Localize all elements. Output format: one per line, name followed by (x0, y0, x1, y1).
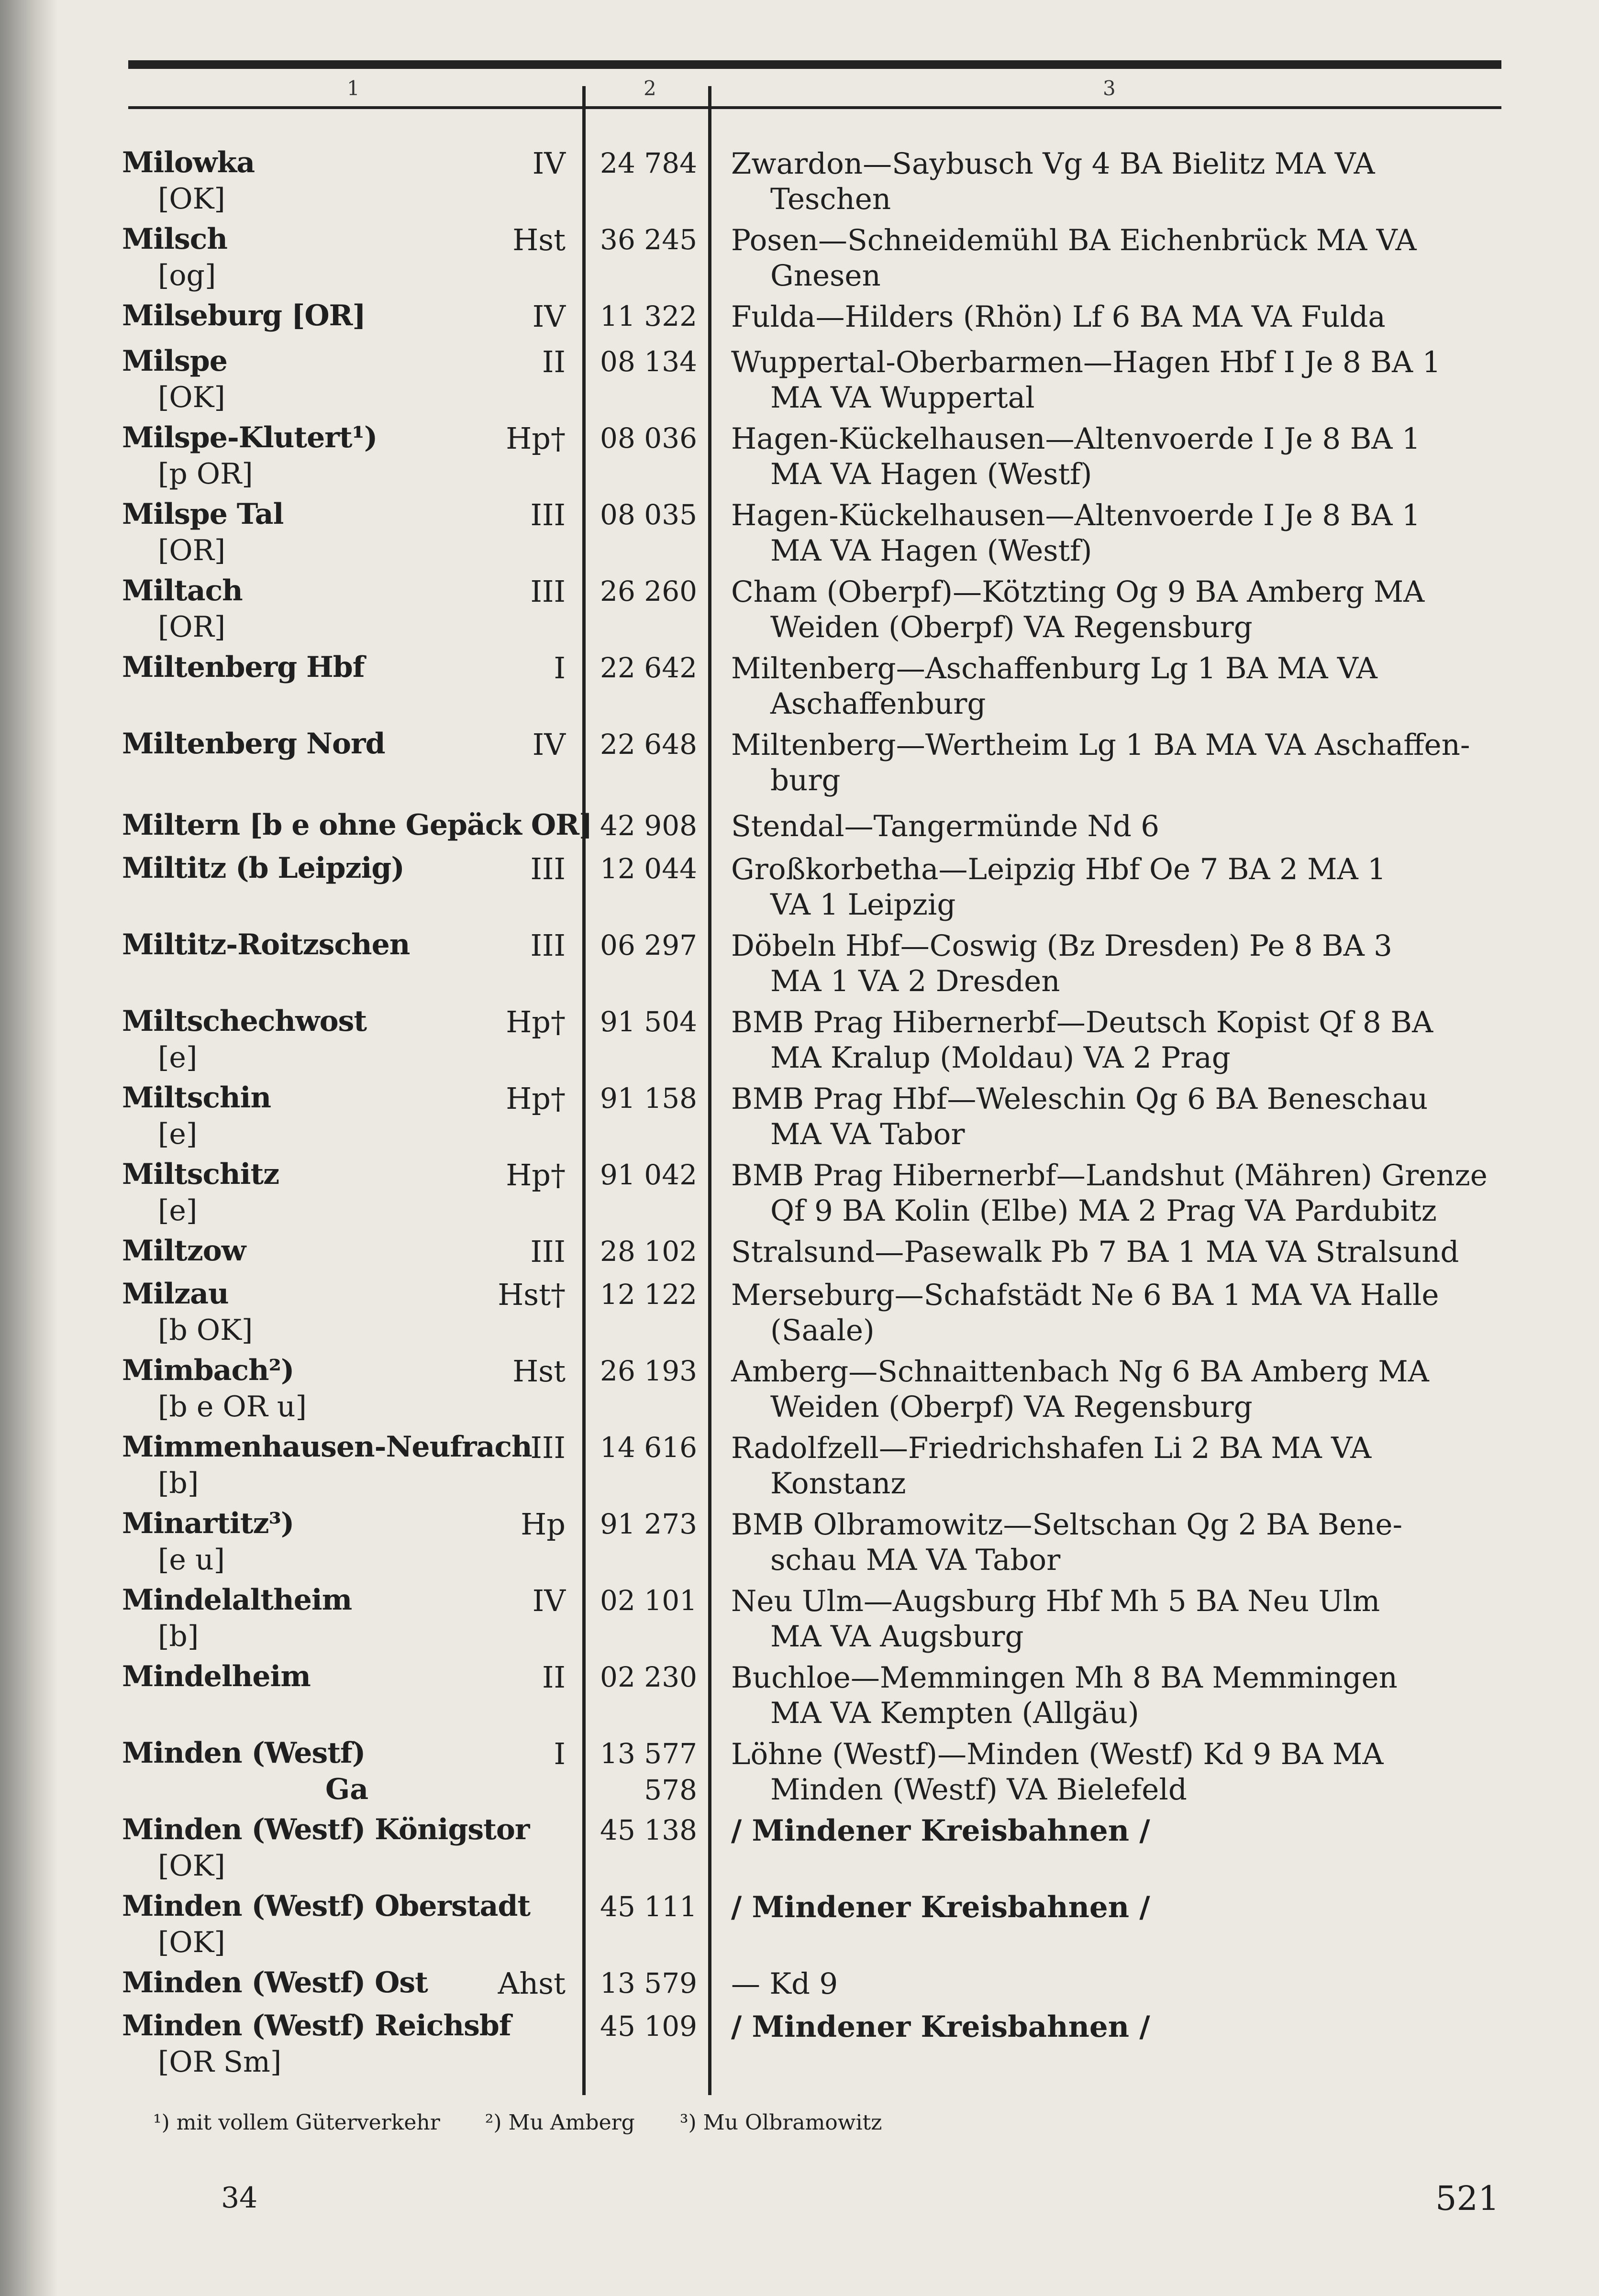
station-class: I (554, 651, 566, 685)
route-description: / Mindener Kreisbahnen / (731, 2010, 1150, 2044)
station-subinfo: [p OR] (158, 457, 253, 491)
page-number: 521 (1435, 2179, 1499, 2218)
station-subinfo: [e] (158, 1041, 198, 1074)
top-rule (128, 60, 1501, 69)
station-class: Hp† (506, 1081, 566, 1116)
station-subinfo: [og] (158, 259, 216, 292)
station-subinfo: Ga (325, 1773, 369, 1806)
station-class: Ahst (498, 1966, 566, 2001)
route-description-continued: MA 1 VA 2 Dresden (770, 964, 1060, 998)
station-name: Minden (Westf) Königstor (122, 1813, 530, 1846)
route-description: Buchloe—Memmingen Mh 8 BA Memmingen (731, 1661, 1398, 1695)
station-number: 02 101 (600, 1584, 697, 1617)
route-description: Neu Ulm—Augsburg Hbf Mh 5 BA Neu Ulm (731, 1584, 1380, 1618)
route-description: Cham (Oberpf)—Kötzting Og 9 BA Amberg MA (731, 575, 1425, 609)
route-description: Großkorbetha—Leipzig Hbf Oe 7 BA 2 MA 1 (731, 852, 1386, 886)
route-description-continued: MA Kralup (Moldau) VA 2 Prag (770, 1041, 1231, 1075)
station-number: 28 102 (600, 1235, 697, 1268)
station-name: Minden (Westf) Oberstadt (122, 1889, 531, 1923)
route-description: Merseburg—Schafstädt Ne 6 BA 1 MA VA Halle (731, 1278, 1439, 1312)
route-description-continued: MA VA Augsburg (770, 1620, 1024, 1654)
station-number: 91 042 (600, 1159, 697, 1191)
route-description-continued: Minden (Westf) VA Bielefeld (770, 1773, 1187, 1807)
station-name: Miltach (122, 574, 243, 607)
station-class: Hst (512, 222, 566, 257)
footnote-1: ¹) mit vollem Güterverkehr (153, 2110, 440, 2135)
route-description: Miltenberg—Aschaffenburg Lg 1 BA MA VA (731, 651, 1377, 685)
route-description: Zwardon—Saybusch Vg 4 BA Bielitz MA VA (731, 147, 1375, 181)
station-number: 11 322 (600, 300, 697, 332)
station-subinfo: [b e OR u] (158, 1390, 307, 1424)
station-class: Hp (521, 1507, 566, 1542)
station-class: III (530, 928, 566, 963)
station-number: 06 297 (600, 929, 697, 961)
route-description: BMB Prag Hbf—Weleschin Qg 6 BA Beneschau (731, 1082, 1428, 1116)
station-number: 22 648 (600, 728, 697, 761)
route-description-continued: MA VA Hagen (Westf) (770, 534, 1092, 568)
route-description: Stendal—Tangermünde Nd 6 (731, 809, 1160, 843)
station-name: Minden (Westf) Reichsbf (122, 2009, 511, 2042)
route-description: Wuppertal-Oberbarmen—Hagen Hbf I Je 8 BA 1 (731, 345, 1441, 379)
station-number: 12 044 (600, 852, 697, 885)
station-subinfo: [OK] (158, 182, 225, 216)
station-number: 02 230 (600, 1661, 697, 1693)
station-subinfo: [OR Sm] (158, 2045, 282, 2079)
station-class: III (530, 1430, 566, 1465)
station-subinfo: [e] (158, 1117, 198, 1151)
signature-number: 34 (221, 2181, 258, 2215)
station-name: Milowka (122, 146, 255, 179)
station-subinfo: [b] (158, 1467, 199, 1500)
column-header-3: 3 (1103, 77, 1116, 100)
route-description: Amberg—Schnaittenbach Ng 6 BA Amberg MA (731, 1355, 1429, 1389)
station-number: 08 036 (600, 422, 697, 454)
route-description: Miltenberg—Wertheim Lg 1 BA MA VA Aschaffen- (731, 728, 1470, 762)
station-class: II (542, 344, 566, 379)
station-subinfo: [OR] (158, 534, 226, 567)
header-rule (128, 106, 1501, 109)
station-name: Miltzow (122, 1234, 246, 1268)
route-description-continued: Qf 9 BA Kolin (Elbe) MA 2 Prag VA Pardubitz (770, 1194, 1437, 1228)
station-subinfo: [OK] (158, 1849, 225, 1883)
station-number: 91 158 (600, 1082, 697, 1115)
route-description: Fulda—Hilders (Rhön) Lf 6 BA MA VA Fulda (731, 300, 1386, 334)
station-subinfo: [OK] (158, 1926, 225, 1959)
route-description-continued: MA VA Tabor (770, 1117, 965, 1151)
route-description-continued: burg (770, 763, 841, 797)
route-description-continued: Aschaffenburg (770, 687, 986, 721)
station-name: Mimmenhausen-Neufrach (122, 1430, 532, 1464)
route-description: Radolfzell—Friedrichshafen Li 2 BA MA VA (731, 1431, 1372, 1465)
station-number: 22 642 (600, 651, 697, 684)
station-name: Mindelheim (122, 1660, 311, 1693)
station-number: 12 122 (600, 1278, 697, 1311)
station-name: Milspe Tal (122, 497, 284, 531)
station-class: Hp† (506, 1158, 566, 1192)
route-description-continued: Gnesen (770, 259, 881, 293)
station-class: Hp† (506, 1004, 566, 1039)
route-description: BMB Olbramowitz—Seltschan Qg 2 BA Bene- (731, 1508, 1403, 1542)
station-class: Hst (512, 1354, 566, 1389)
station-name: Miltschin (122, 1081, 271, 1115)
station-name: Milspe (122, 344, 227, 378)
column-header-2: 2 (644, 77, 656, 100)
station-number: 91 504 (600, 1005, 697, 1038)
route-description-continued: MA VA Wuppertal (770, 381, 1035, 415)
station-number: 08 035 (600, 498, 697, 531)
station-class: II (542, 1660, 566, 1695)
station-name: Miltern [b e ohne Gepäck OR] (122, 808, 592, 842)
station-name: Miltschitz (122, 1158, 279, 1191)
column-divider-1 (582, 86, 586, 2095)
station-class: IV (532, 299, 566, 334)
station-subinfo: [OR] (158, 610, 226, 644)
station-class: III (530, 574, 566, 609)
route-description: Hagen-Kückelhausen—Altenvoerde I Je 8 BA 1 (731, 422, 1421, 456)
station-number: 26 260 (600, 575, 697, 607)
station-number-secondary: 578 (644, 1774, 697, 1806)
station-class: Hp† (506, 421, 566, 456)
route-description-continued: schau MA VA Tabor (770, 1543, 1061, 1577)
station-number: 42 908 (600, 809, 697, 842)
station-name: Milsch (122, 222, 227, 256)
route-description: BMB Prag Hibernerbf—Deutsch Kopist Qf 8 BA (731, 1005, 1433, 1039)
column-header-1: 1 (347, 77, 360, 100)
route-description-continued: Weiden (Oberpf) VA Regensburg (770, 1390, 1253, 1424)
station-name: Miltschechwost (122, 1004, 367, 1038)
station-subinfo: [e u] (158, 1543, 225, 1577)
station-subinfo: [e] (158, 1194, 198, 1227)
station-number: 45 111 (600, 1890, 697, 1923)
footnote-3: ³) Mu Olbramowitz (679, 2110, 882, 2135)
route-description: / Mindener Kreisbahnen / (731, 1814, 1150, 1848)
route-description: Hagen-Kückelhausen—Altenvoerde I Je 8 BA 1 (731, 498, 1421, 532)
station-name: Mindelaltheim (122, 1583, 352, 1617)
station-name: Miltitz (b Leipzig) (122, 851, 404, 885)
station-name: Miltitz-Roitzschen (122, 928, 410, 961)
station-name: Miltenberg Nord (122, 727, 385, 761)
station-class: IV (532, 727, 566, 762)
station-class: IV (532, 146, 566, 181)
route-description-continued: Konstanz (770, 1467, 906, 1501)
route-description: Löhne (Westf)—Minden (Westf) Kd 9 BA MA (731, 1737, 1384, 1771)
route-description-continued: (Saale) (770, 1314, 875, 1347)
route-description: / Mindener Kreisbahnen / (731, 1890, 1150, 1924)
station-class: III (530, 1234, 566, 1269)
route-description: — Kd 9 (731, 1967, 838, 2001)
station-name: Minden (Westf) Ost (122, 1966, 428, 1999)
station-number: 08 134 (600, 345, 697, 378)
station-subinfo: [b OK] (158, 1314, 253, 1347)
footnotes (153, 2110, 920, 2135)
station-subinfo: [b] (158, 1620, 199, 1653)
station-class: III (530, 851, 566, 886)
route-description: Stralsund—Pasewalk Pb 7 BA 1 MA VA Stralsund (731, 1235, 1459, 1269)
page-edge-shadow (0, 0, 57, 2296)
station-name: Milseburg [OR] (122, 299, 366, 332)
route-description-continued: MA VA Kempten (Allgäu) (770, 1696, 1139, 1730)
station-name: Milzau (122, 1277, 229, 1311)
station-name: Minartitz³) (122, 1507, 294, 1540)
column-divider-2 (708, 86, 711, 2095)
route-description: BMB Prag Hibernerbf—Landshut (Mähren) Grenze (731, 1159, 1488, 1192)
station-subinfo: [OK] (158, 381, 225, 414)
route-description-continued: VA 1 Leipzig (770, 888, 956, 922)
station-class: IV (532, 1583, 566, 1618)
station-name: Mimbach²) (122, 1354, 294, 1387)
station-number: 14 616 (600, 1431, 697, 1464)
station-number: 13 577 (600, 1737, 697, 1770)
route-description-continued: Teschen (770, 182, 891, 216)
station-number: 36 245 (600, 223, 697, 256)
station-number: 45 138 (600, 1814, 697, 1846)
station-number: 24 784 (600, 147, 697, 179)
station-name: Milspe-Klutert¹) (122, 421, 378, 454)
station-number: 13 579 (600, 1967, 697, 1999)
station-class: III (530, 497, 566, 532)
route-description-continued: Weiden (Oberpf) VA Regensburg (770, 610, 1253, 644)
route-description: Döbeln Hbf—Coswig (Bz Dresden) Pe 8 BA 3 (731, 929, 1392, 963)
station-number: 45 109 (600, 2010, 697, 2042)
station-class: Hst† (498, 1277, 566, 1312)
station-number: 26 193 (600, 1355, 697, 1387)
station-name: Miltenberg Hbf (122, 651, 365, 684)
footnote-2: ²) Mu Amberg (485, 2110, 635, 2135)
station-name: Minden (Westf) (122, 1736, 366, 1770)
station-number: 91 273 (600, 1508, 697, 1540)
route-description-continued: MA VA Hagen (Westf) (770, 457, 1092, 491)
route-description: Posen—Schneidemühl BA Eichenbrück MA VA (731, 223, 1417, 257)
station-class: I (554, 1736, 566, 1771)
